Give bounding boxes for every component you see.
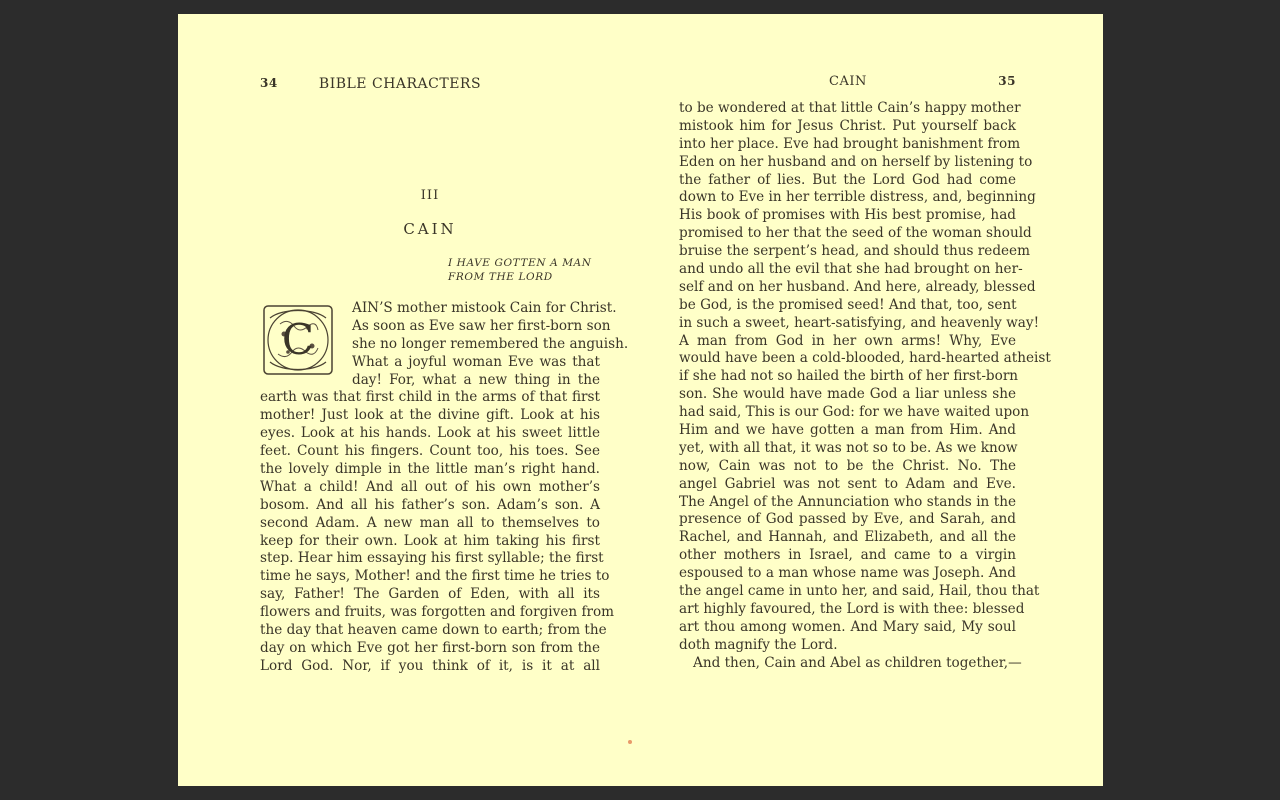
text-line: art highly favoured, the Lord is with thee: blessed	[679, 600, 1025, 617]
book-spread	[178, 14, 1103, 786]
text-line: yet, with all that, it was not so to be. As we know	[679, 439, 1018, 456]
epigraph	[448, 257, 608, 284]
paper-blemish	[628, 740, 632, 744]
text-line: now, Cain was not to be the Christ. No. The	[679, 457, 1016, 474]
text-line: eyes. Look at his hands. Look at his sweet little	[260, 425, 600, 442]
text-line: Rachel, and Hannah, and Elizabeth, and all the	[679, 529, 1016, 546]
text-line: into her place. Eve had brought banishment from	[679, 135, 1021, 152]
text-line: the lovely dimple in the little man’s right hand.	[260, 461, 600, 478]
text-line: day on which Eve got her first-born son from the	[260, 639, 600, 656]
running-head-title: BIBLE CHARACTERS	[318, 76, 482, 92]
page-number: 35	[998, 74, 1016, 88]
text-line: art thou among women. And Mary said, My soul	[679, 618, 1016, 635]
text-line: A man from God in her own arms! Why, Eve	[679, 332, 1016, 349]
text-line: had said, This is our God: for we have waited upon	[679, 404, 1030, 421]
text-line: earth was that first child in the arms of that first	[260, 389, 600, 406]
text-line: What a joyful woman Eve was that	[352, 353, 600, 370]
left-body-text	[260, 300, 629, 676]
text-line: What a child! And all out of his own mother’s	[260, 478, 600, 495]
text-line: promised to her that the seed of the woman should	[679, 225, 1032, 242]
text-line: would have been a cold-blooded, hard-hearted atheist	[679, 350, 1051, 367]
text-line: Him and we have gotten a man from Him. And	[679, 422, 1016, 439]
text-line: feet. Count his fingers. Count too, his toes. See	[260, 443, 600, 460]
epigraph-line: I HAVE GOTTEN A MAN	[448, 257, 592, 269]
text-line: say, Father! The Garden of Eden, with all its	[260, 586, 600, 603]
text-line: mistook him for Jesus Christ. Put yourself back	[679, 117, 1016, 134]
chapter-title: CAIN	[403, 220, 457, 238]
text-line: flowers and fruits, was forgotten and forgiven from	[260, 604, 615, 621]
text-line: the angel came in unto her, and said, Hail, thou that	[679, 583, 1040, 600]
text-line: be God, is the promised seed! And that, too, sent	[679, 296, 1017, 313]
text-line: son. She would have made God a liar unless she	[679, 386, 1016, 403]
running-head	[679, 74, 1016, 94]
text-line: angel Gabriel was not sent to Adam and Eve.	[679, 475, 1016, 492]
text-line: to be wondered at that little Cain’s happy mother	[679, 100, 1021, 116]
epigraph-line: FROM THE LORD	[448, 270, 553, 283]
right-page	[679, 14, 1051, 786]
text-line: AIN’S mother mistook Cain for Christ.	[352, 300, 617, 316]
drop-cap-letter: C	[281, 315, 315, 364]
text-line: The Angel of the Annunciation who stands in the	[679, 493, 1016, 510]
running-head-title: CAIN	[829, 74, 867, 89]
text-line: step. Hear him essaying his first syllable; the first	[260, 550, 604, 567]
left-page	[260, 14, 629, 786]
text-line: mother! Just look at the divine gift. Look at his	[260, 407, 600, 424]
text-line: doth magnify the Lord.	[679, 636, 838, 653]
text-line: self and on her husband. And here, already, blessed	[679, 278, 1036, 295]
text-line: down to Eve in her terrible distress, and, beginning	[679, 189, 1036, 206]
text-line: And then, Cain and Abel as children together,—	[693, 654, 1022, 671]
text-line: and undo all the evil that she had brought on her-	[679, 261, 1023, 278]
text-line: presence of God passed by Eve, and Sarah, and	[679, 511, 1016, 528]
text-line: day! For, what a new thing in the	[352, 371, 600, 388]
right-body-text	[679, 100, 1051, 673]
text-line: Lord God. Nor, if you think of it, is it at all	[260, 657, 600, 674]
page-number: 34	[260, 76, 278, 90]
text-line: bruise the serpent’s head, and should thus redeem	[679, 243, 1030, 260]
text-line: she no longer remembered the anguish.	[352, 335, 629, 352]
running-head	[260, 76, 600, 96]
text-line: His book of promises with His best promise, had	[679, 207, 1016, 224]
text-line: As soon as Eve saw her first-born son	[352, 317, 611, 334]
text-line: espoused to a man whose name was Joseph. And	[679, 565, 1016, 582]
text-line: the father of lies. But the Lord God had come	[679, 171, 1016, 188]
text-line: if she had not so hailed the birth of her first-born	[679, 368, 1019, 385]
text-line: the day that heaven came down to earth; from the	[260, 622, 607, 639]
text-line: in such a sweet, heart-satisfying, and heavenly way!	[679, 314, 1040, 331]
chapter-number: III	[420, 188, 440, 203]
text-line: time he says, Mother! and the first time he tries to	[260, 568, 610, 585]
text-line: keep for their own. Look at him taking his first	[260, 532, 600, 549]
text-line: bosom. And all his father’s son. Adam’s son. A	[260, 496, 600, 513]
text-line: Eden on her husband and on herself by listening to	[679, 153, 1033, 170]
text-line: second Adam. A new man all to themselves to	[260, 514, 600, 531]
text-line: other mothers in Israel, and came to a virgin	[679, 547, 1016, 564]
